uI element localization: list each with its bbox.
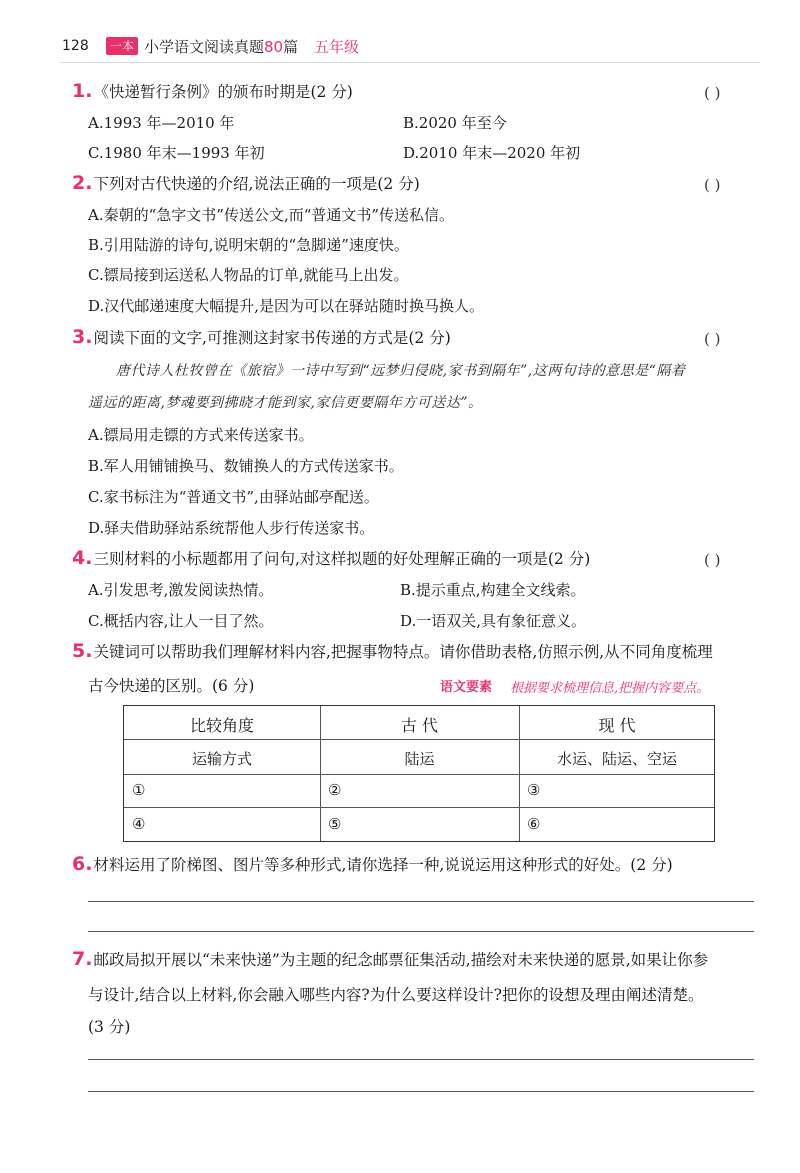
q1-option-b: B.2020 年至今 xyxy=(403,114,507,132)
table-cell-example-ancient: 陆运 xyxy=(404,750,435,768)
q1-option-c: C.1980 年末—1993 年初 xyxy=(88,144,265,162)
question-6-number: 6. xyxy=(72,853,93,875)
question-4-number: 4. xyxy=(72,547,93,569)
brand-logo: 一本 xyxy=(106,37,138,55)
poem-passage-line-2: 遥远的距离,梦魂要到拂晓才能到家,家信更要隔年方可送达”。 xyxy=(88,395,483,411)
question-4-text: 三则材料的小标题都用了问句,对这样拟题的好处理解正确的一项是(2 分) xyxy=(93,550,591,568)
q2-option-c: C.镖局接到运送私人物品的订单,就能马上出发。 xyxy=(88,266,409,284)
table-header-modern: 现 代 xyxy=(598,716,636,735)
q2-option-d: D.汉代邮递速度大幅提升,是因为可以在驿站随时换马换人。 xyxy=(88,297,485,315)
q4-option-b: B.提示重点,构建全文线索。 xyxy=(400,581,586,599)
question-1-number: 1. xyxy=(72,80,93,102)
q4-option-c: C.概括内容,让人一目了然。 xyxy=(88,612,274,630)
question-3 xyxy=(72,326,451,348)
table-cell-example-angle: 运输方式 xyxy=(191,750,252,768)
question-4 xyxy=(72,547,590,569)
table-header-angle: 比较角度 xyxy=(189,716,254,735)
q2-option-b: B.引用陆游的诗句,说明宋朝的“急脚递”速度快。 xyxy=(88,236,409,254)
q3-option-c: C.家书标注为“普通文书”,由驿站邮亭配送。 xyxy=(88,488,379,506)
book-title xyxy=(144,36,298,57)
grade-label: 五年级 xyxy=(314,38,360,56)
book-title-text: 小学语文阅读真题 xyxy=(144,38,265,56)
q1-option-a: A.1993 年—2010 年 xyxy=(88,114,235,132)
answer-line[interactable] xyxy=(88,1059,754,1060)
comparison-table xyxy=(123,705,715,842)
tip-text: 根据要求梳理信息,把握内容要点。 xyxy=(510,681,710,696)
answer-line[interactable] xyxy=(88,1091,754,1092)
table-row-divider xyxy=(124,739,714,740)
question-5-text-line-1: 关键词可以帮助我们理解材料内容,把握事物特点。请你借助表格,仿照示例,从不同角度梳理 xyxy=(93,643,713,661)
question-7-text-line-1: 邮政局拟开展以“未来快递”为主题的纪念邮票征集活动,描绘对未来快递的愿景,如果让你参 xyxy=(93,951,709,969)
question-1 xyxy=(72,80,353,102)
table-row-divider xyxy=(124,774,714,775)
q4-option-d: D.一语双关,具有象征意义。 xyxy=(400,612,587,630)
table-blank-3[interactable]: ③ xyxy=(527,781,541,799)
header-divider xyxy=(60,62,760,63)
table-blank-1[interactable]: ① xyxy=(132,781,146,799)
tip-tag: 语文要素 xyxy=(440,680,493,695)
answer-line[interactable] xyxy=(88,901,754,902)
table-blank-5[interactable]: ⑤ xyxy=(328,815,342,833)
question-5-text-line-2: 古今快递的区别。(6 分) xyxy=(88,677,255,695)
q1-option-d: D.2010 年末—2020 年初 xyxy=(403,144,581,162)
question-1-text: 《快递暂行条例》的颁布时期是(2 分) xyxy=(93,83,353,101)
question-6-text: 材料运用了阶梯图、图片等多种形式,请你选择一种,说说运用这种形式的好处。(2 分) xyxy=(93,856,673,874)
question-2 xyxy=(72,172,420,194)
question-5-number: 5. xyxy=(72,640,93,662)
answer-blank-4[interactable]: ( ) xyxy=(704,551,721,569)
question-7-text-line-3: (3 分) xyxy=(88,1018,131,1036)
q2-option-a: A.秦朝的“急字文书”传送公文,而“普通文书”传送私信。 xyxy=(88,206,455,224)
question-2-text: 下列对古代快递的介绍,说法正确的一项是(2 分) xyxy=(93,175,420,193)
page-number: 128 xyxy=(62,38,89,54)
question-6 xyxy=(72,853,673,875)
question-5 xyxy=(72,640,713,662)
question-7-number: 7. xyxy=(72,948,93,970)
table-blank-2[interactable]: ② xyxy=(328,781,342,799)
answer-blank-1[interactable]: ( ) xyxy=(704,84,721,102)
answer-line[interactable] xyxy=(88,931,754,932)
q3-option-b: B.军人用铺铺换马、数铺换人的方式传送家书。 xyxy=(88,457,404,475)
q3-option-d: D.驿夫借助驿站系统帮他人步行传送家书。 xyxy=(88,519,375,537)
poem-passage-line-1: 唐代诗人杜牧曾在《旅宿》一诗中写到“远梦归侵晓,家书到隔年”,这两句诗的意思是“隔着 xyxy=(116,363,686,379)
q3-option-a: A.镖局用走镖的方式来传送家书。 xyxy=(88,426,314,444)
q4-option-a: A.引发思考,激发阅读热情。 xyxy=(88,581,274,599)
question-7 xyxy=(72,948,708,970)
table-blank-4[interactable]: ④ xyxy=(132,815,146,833)
answer-blank-3[interactable]: ( ) xyxy=(704,330,721,348)
question-3-text: 阅读下面的文字,可推测这封家书传递的方式是(2 分) xyxy=(93,329,451,347)
question-2-number: 2. xyxy=(72,172,93,194)
table-blank-6[interactable]: ⑥ xyxy=(527,815,541,833)
table-header-ancient: 古 代 xyxy=(400,716,439,735)
book-title-number: 80 xyxy=(264,38,284,56)
table-row-divider xyxy=(124,807,714,808)
question-3-number: 3. xyxy=(72,326,93,348)
answer-blank-2[interactable]: ( ) xyxy=(704,176,721,194)
table-cell-example-modern: 水运、陆运、空运 xyxy=(556,750,677,768)
question-7-text-line-2: 与设计,结合以上材料,你会融入哪些内容?为什么要这样设计?把你的设想及理由阐述清楚。 xyxy=(88,986,704,1004)
book-title-suffix: 篇 xyxy=(283,38,299,56)
